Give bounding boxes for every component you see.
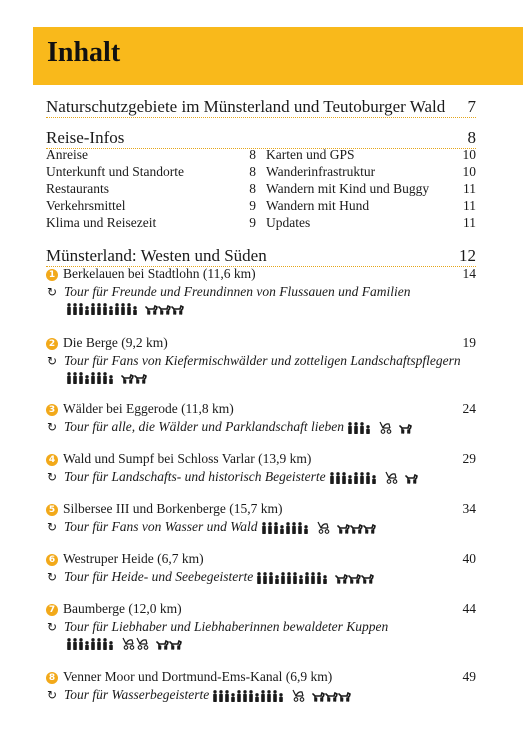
tour-entry[interactable] [46,501,476,537]
tour-entry[interactable] [46,335,476,387]
family-icon [285,521,309,534]
family-icon [261,521,285,534]
toc-info-label: Anreise [46,147,88,162]
tour-description-line [46,469,476,487]
toc-info-item[interactable] [266,164,476,181]
icon-group [66,371,114,389]
buggy-icon [316,521,330,534]
loop-arrow-icon: ↻ [46,570,58,584]
toc-info-page: 10 [462,147,476,162]
tour-number-badge: 1 [46,269,58,281]
toc-section-title: Reise-Infos [46,128,125,147]
toc-info-label: Klima und Reisezeit [46,215,157,230]
tour-title: Baumberge (12,0 km) [63,601,182,616]
page-title: Inhalt [47,37,121,68]
dog-icon [312,691,325,702]
difficulty-icons [329,471,425,488]
difficulty-icons [256,571,381,588]
tour-title: Westruper Heide (6,7 km) [63,551,204,566]
toc-section-page: 12 [459,246,476,265]
dog-icon [399,423,412,434]
icon-group [405,472,418,488]
tour-description-line [46,419,476,437]
toc-info-label: Wandern mit Kind und Buggy [266,181,430,196]
dog-icon [348,573,361,584]
tour-description: Tour für Fans von Kiefermischwälder und zotteligen Landschaftspflegern [64,353,461,368]
icon-group [335,572,374,588]
icon-group [121,637,149,655]
toc-info-label: Wanderinfrastruktur [266,164,376,179]
tour-page: 29 [462,451,476,466]
tour-title-line [46,501,476,519]
tour-icon-row [66,371,476,387]
tour-entry[interactable] [46,451,476,487]
difficulty-icons [347,421,419,438]
dog-icon [145,304,158,315]
buggy-icon [384,471,398,484]
tour-title-line [46,551,476,569]
tour-description-line [46,619,476,637]
toc-info-label: Karten und GPS [266,147,355,162]
toc-info-page: 9 [249,215,256,230]
tour-number-badge: 7 [46,604,58,616]
tour-number-badge: 6 [46,554,58,566]
toc-info-page: 8 [249,164,256,179]
icon-group [121,371,147,389]
dog-icon [325,691,338,702]
toc-info-page: 11 [463,181,476,196]
tour-entry[interactable] [46,601,476,653]
dog-icon [171,304,184,315]
loop-arrow-icon: ↻ [46,420,58,434]
icon-group [156,637,182,655]
toc-info-page: 11 [463,215,476,230]
tour-number-badge: 2 [46,338,58,350]
tour-icon-row [66,637,476,653]
icon-group [378,421,392,438]
difficulty-icons [66,302,191,319]
family-icon [66,371,90,384]
icon-group [329,471,377,488]
tour-page: 14 [462,266,476,281]
tour-entry[interactable] [46,669,476,705]
tour-number-badge: 3 [46,404,58,416]
dog-icon [337,523,350,534]
tour-title-line [46,601,476,619]
buggy-icon [291,689,305,702]
family-icon [280,571,304,584]
tour-description: Tour für alle, die Wälder und Parklandschaft lieben [64,419,344,434]
icon-group [145,302,184,320]
toc-info-page: 11 [463,198,476,213]
loop-arrow-icon: ↻ [46,520,58,534]
loop-arrow-icon: ↻ [46,620,58,634]
tour-number-badge: 5 [46,504,58,516]
tour-description-line [46,687,476,705]
tour-description: Tour für Heide- und Seebegeisterte [64,569,254,584]
toc-info-page: 8 [249,181,256,196]
tour-title: Berkelauen bei Stadtlohn (11,6 km) [63,266,256,281]
tour-description: Tour für Landschafts- und historisch Begeisterte [64,469,326,484]
toc-info-label: Restaurants [46,181,109,196]
toc-entry-page: 7 [467,97,476,116]
icon-group [399,422,412,438]
toc-info-label: Verkehrsmittel [46,198,126,213]
icon-group [384,471,398,488]
difficulty-icons [66,637,189,654]
family-icon [66,637,90,650]
dog-icon [156,639,169,650]
toc-info-label: Unterkunft und Standorte [46,164,184,179]
toc-info-item[interactable] [46,181,256,198]
buggy-icon [378,421,392,434]
buggy-icon [121,637,135,650]
dog-icon [169,639,182,650]
family-icon [256,571,280,584]
tour-title: Venner Moor und Dortmund-Ems-Kanal (6,9 km) [63,669,333,684]
family-icon [212,689,236,702]
dog-icon [405,473,418,484]
tour-page: 34 [462,501,476,516]
family-icon [236,689,260,702]
tour-page: 49 [462,669,476,684]
tour-number-badge: 8 [46,672,58,684]
toc-entry-title: Naturschutzgebiete im Münsterland und Teutoburger Wald [46,97,446,116]
icon-group [312,690,351,706]
family-icon [347,421,371,434]
tour-page: 19 [462,335,476,350]
dog-icon [363,523,376,534]
tour-description: Tour für Freunde und Freundinnen von Flussauen und Familien [64,284,411,299]
tour-title: Wald und Sumpf bei Schloss Varlar (13,9 km) [63,451,312,466]
dog-icon [158,304,171,315]
dog-icon [338,691,351,702]
family-icon [329,471,353,484]
tour-description: Tour für Liebhaber und Liebhaberinnen bewaldeter Kuppen [64,619,389,634]
tour-page: 40 [462,551,476,566]
family-icon [353,471,377,484]
toc-info-item[interactable] [266,147,476,164]
tour-page: 24 [462,401,476,416]
toc-info-item[interactable] [46,164,256,181]
dog-icon [335,573,348,584]
tour-entry[interactable] [46,266,476,318]
toc-info-label: Wandern mit Hund [266,198,370,213]
difficulty-icons [261,521,383,538]
tour-title: Silbersee III und Borkenberge (15,7 km) [63,501,283,516]
icon-group [212,689,284,706]
tour-entry[interactable] [46,401,476,437]
tour-title: Wälder bei Eggerode (11,8 km) [63,401,234,416]
tour-title-line [46,451,476,469]
family-icon [304,571,328,584]
tour-description-line [46,284,476,302]
tour-page: 44 [462,601,476,616]
toc-info-item[interactable] [46,198,256,215]
tour-description: Tour für Wasserbegeisterte [64,687,210,702]
toc-section-muensterland[interactable] [46,246,476,267]
toc-section-reise-infos[interactable] [46,128,476,149]
toc-info-page: 10 [462,164,476,179]
tour-title-line [46,335,476,353]
dog-icon [361,573,374,584]
icon-group [66,637,114,655]
icon-group [66,302,138,320]
dog-icon [350,523,363,534]
toc-info-page: 8 [249,147,256,162]
family-icon [90,637,114,650]
tour-icon-row [66,302,476,318]
icon-group [291,689,305,706]
tour-title: Die Berge (9,2 km) [63,335,168,350]
dog-icon [134,373,147,384]
toc-info-item[interactable] [46,215,256,232]
toc-info-page: 9 [249,198,256,213]
tour-number-badge: 4 [46,454,58,466]
toc-section-page: 8 [467,128,476,147]
icon-group [347,421,371,438]
toc-section-title: Münsterland: Westen und Süden [46,246,267,265]
loop-arrow-icon: ↻ [46,285,58,299]
icon-group [316,521,330,538]
dog-icon [121,373,134,384]
tour-description-line [46,353,476,371]
family-icon [114,302,138,315]
loop-arrow-icon: ↻ [46,354,58,368]
toc-entry-intro[interactable] [46,97,476,118]
difficulty-icons [212,689,358,706]
loop-arrow-icon: ↻ [46,470,58,484]
tour-description: Tour für Fans von Wasser und Wald [64,519,258,534]
family-icon [90,302,114,315]
tour-title-line [46,669,476,687]
family-icon [260,689,284,702]
tour-title-line [46,266,476,284]
toc-info-item[interactable] [46,147,256,164]
icon-group [337,522,376,538]
tour-entry[interactable] [46,551,476,587]
toc-info-item[interactable] [266,181,476,198]
loop-arrow-icon: ↻ [46,688,58,702]
difficulty-icons [66,371,154,388]
toc-info-label: Updates [266,215,311,230]
tour-title-line [46,401,476,419]
toc-info-item[interactable] [266,215,476,232]
buggy-icon [135,637,149,650]
icon-group [256,571,328,588]
family-icon [66,302,90,315]
family-icon [90,371,114,384]
tour-description-line [46,519,476,537]
toc-info-item[interactable] [266,198,476,215]
icon-group [261,521,309,538]
tour-description-line [46,569,476,587]
header-bar [33,27,523,85]
